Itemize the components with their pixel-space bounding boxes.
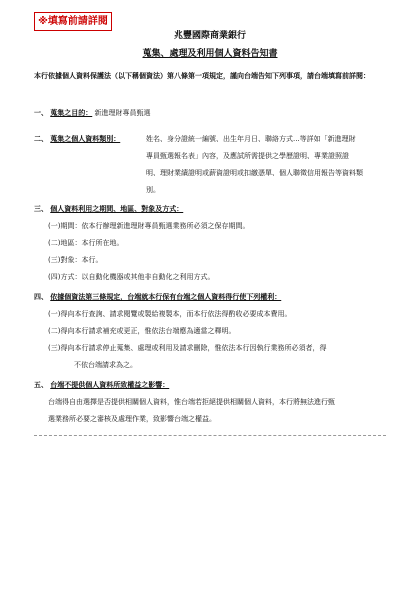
section-number: 一、	[34, 109, 48, 117]
list-item: (一)期間：依本行辦理新進理財專員甄選業務所必須之保存期間。	[48, 222, 250, 230]
section-label: 個人資料利用之期間、地區、對象及方式：	[50, 205, 184, 213]
list-item: (三)得向本行請求停止蒐集、處理或利用及請求刪除，惟依法本行因執行業務所必須者，得	[48, 344, 327, 352]
list-item: (一)得向本行查詢、請求閱覽或製給複製本，而本行依法得酌收必要成本費用。	[48, 310, 292, 318]
section-rights	[34, 290, 394, 304]
section-line: 選業務所必要之審核及處理作業，致影響台端之權益。	[48, 415, 216, 423]
section-data-categories	[34, 132, 120, 146]
section-number: 二、	[34, 135, 48, 143]
notice-banner: ※填寫前請詳閱	[34, 12, 112, 31]
section-usage	[34, 202, 183, 216]
section-number: 四、	[34, 293, 48, 301]
section-text: 新進理財專員甄選	[94, 109, 151, 117]
section-line: 姓名、身分證統一編號、出生年月日、聯絡方式...等詳如「新進理財	[146, 135, 356, 143]
list-item: (二)得向本行請求補充或更正，惟依法台端應為適當之釋明。	[48, 327, 236, 335]
divider-line	[34, 435, 386, 436]
intro-paragraph: 本行依據個人資料保護法（以下稱個資法）第八條第一項規定，謹向台端告知下列事項，請台端填寫前詳閱：	[34, 72, 370, 80]
section-purpose	[34, 106, 150, 120]
section-line: 明、理財業績證明或薪資證明或扣繳憑單、個人聯徵信用報告等資料類	[146, 169, 363, 177]
section-line: 別。	[146, 186, 160, 194]
section-label: 依據個資法第三條規定，台端就本行保有台端之個人資料得行使下列權利：	[50, 293, 282, 301]
section-label: 台端不提供個人資料所致權益之影響：	[50, 381, 170, 389]
section-number: 五、	[34, 381, 48, 389]
bank-name-title: 兆豐國際商業銀行	[173, 31, 246, 41]
section-line: 專員甄選報名表」內容，及應試所需提供之學歷證明、專業證照證	[146, 152, 349, 160]
section-line: 台端得自由選擇是否提供相關個人資料，惟台端若拒絕提供相關個人資料，本行將無法進行甄	[48, 398, 335, 406]
list-item: 不依台端請求為之。	[74, 361, 137, 369]
section-label: 蒐集之目的：	[50, 109, 93, 117]
list-item: (四)方式：以自動化機器或其他非自動化之利用方式。	[48, 273, 215, 281]
notice-title: 蒐集、處理及利用個人資料告知書	[142, 49, 278, 59]
section-impact	[34, 378, 169, 392]
section-label: 蒐集之個人資料類別：	[50, 135, 121, 143]
list-item: (三)對象：本行。	[48, 256, 103, 264]
list-item: (二)地區：本行所在地。	[48, 239, 124, 247]
section-number: 三、	[34, 205, 48, 213]
